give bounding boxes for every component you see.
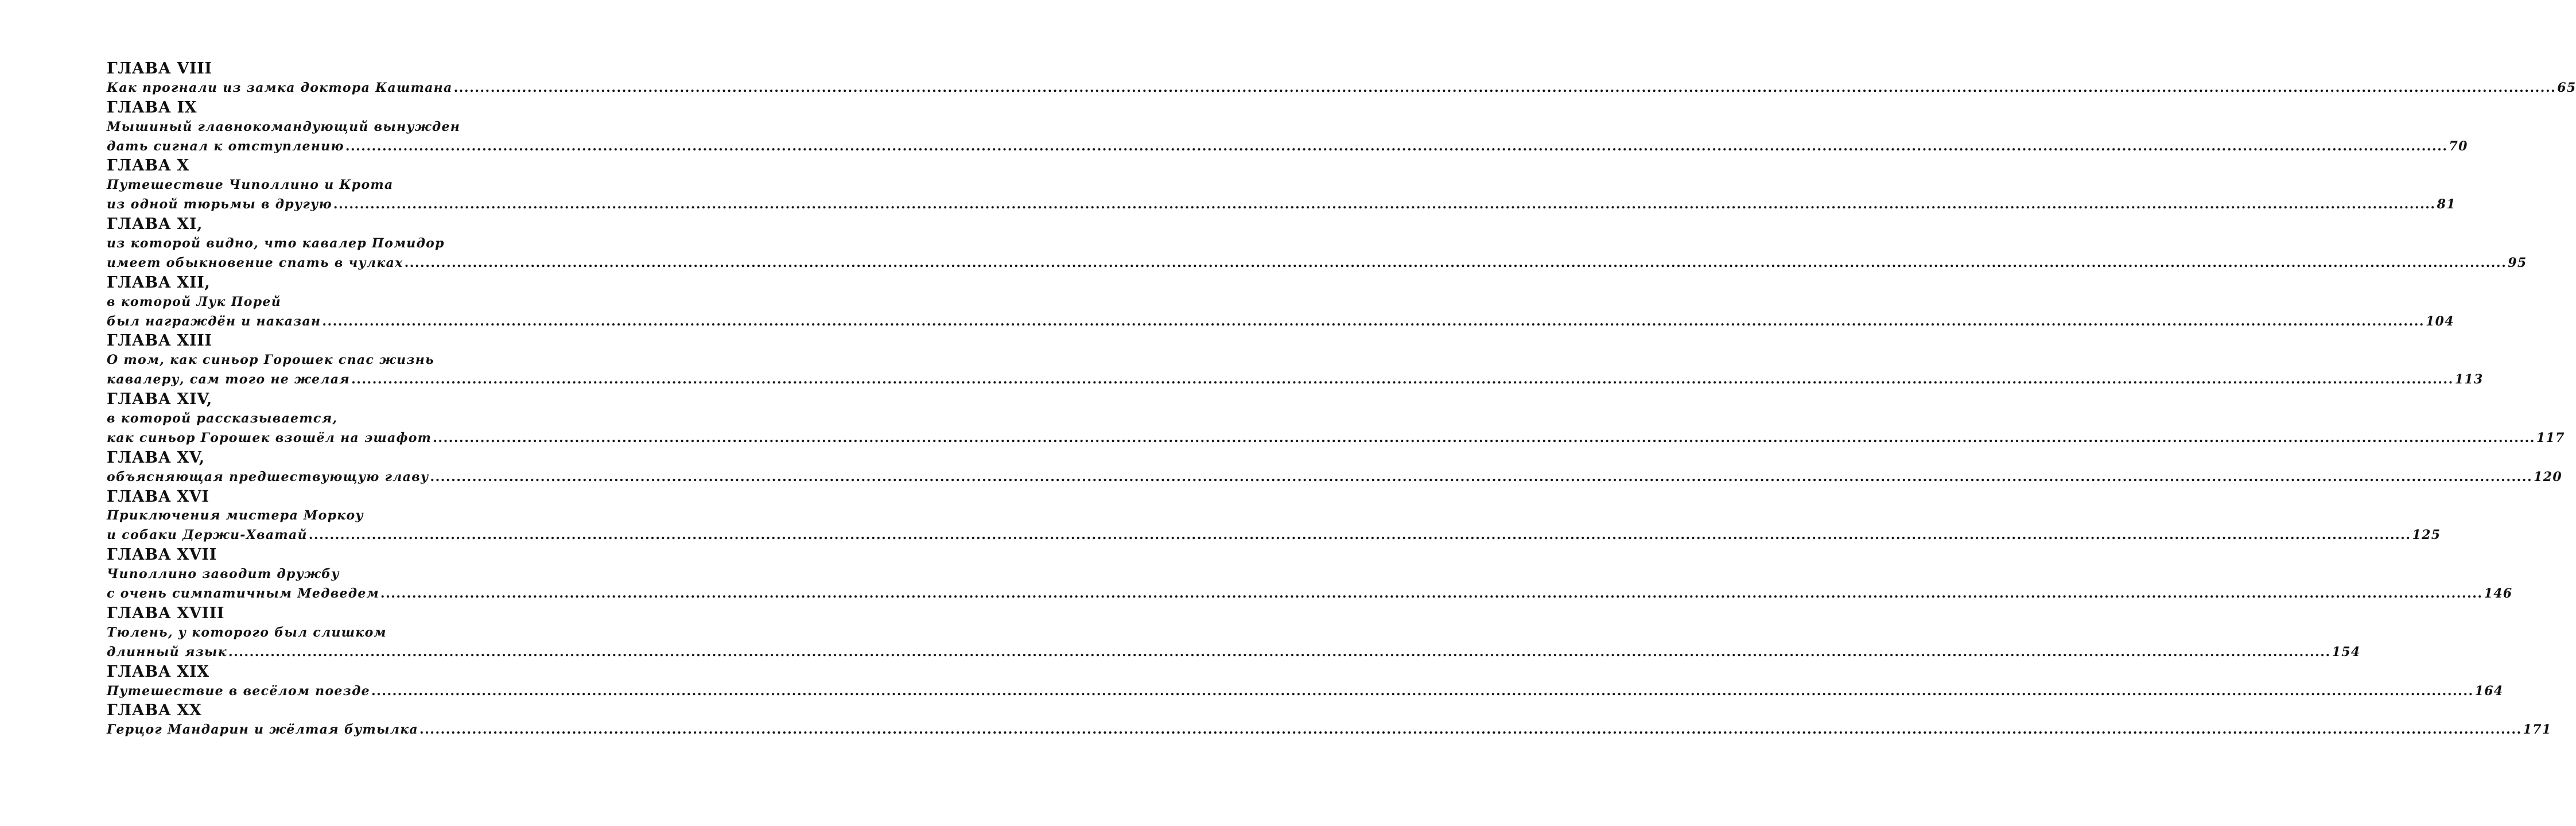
chapter-title-line bbox=[107, 137, 2468, 157]
chapter-title-text: объясняющая предшествующую главу bbox=[107, 469, 429, 484]
chapter-entry bbox=[107, 156, 2456, 215]
chapter-heading: ГЛАВА XVIII bbox=[107, 604, 225, 622]
chapter-heading: ГЛАВА XVI bbox=[107, 487, 209, 506]
chapter-title-line: Путешествие Чиполлино и Крота bbox=[107, 177, 394, 193]
page-number: 70 bbox=[2449, 138, 2468, 154]
chapter-heading: ГЛАВА XIII bbox=[107, 332, 212, 350]
dot-leader: ................................................................................................................................................................................................................................................................................................................................................................................................................ bbox=[380, 586, 2483, 602]
chapter-title-line: О том, как синьор Горошек спас жизнь bbox=[107, 352, 434, 368]
chapter-title-text: был награждён и наказан bbox=[107, 313, 321, 329]
chapter-title-line bbox=[107, 312, 2454, 332]
chapter-entry bbox=[107, 701, 2552, 740]
page-number: 113 bbox=[2454, 372, 2484, 387]
chapter-heading: ГЛАВА XII, bbox=[107, 273, 211, 292]
chapter-entry bbox=[107, 487, 2441, 546]
chapter-heading: ГЛАВА XIV, bbox=[107, 390, 212, 409]
chapter-heading: ГЛАВА XVII bbox=[107, 546, 217, 564]
dot-leader: ................................................................................................................................................................................................................................................................................................................................................................................................................ bbox=[404, 255, 2507, 270]
chapter-title-text: Как прогнали из замка доктора Каштана bbox=[107, 80, 453, 95]
dot-leader: ................................................................................................................................................................................................................................................................................................................................................................................................................ bbox=[433, 430, 2535, 445]
page-number: 65 bbox=[2557, 80, 2576, 95]
page-number: 146 bbox=[2484, 586, 2513, 602]
chapter-title-line: Приключения мистера Моркоу bbox=[107, 508, 364, 523]
page-number: 154 bbox=[2332, 644, 2361, 660]
chapter-title-text: из одной тюрьмы в другую bbox=[107, 197, 332, 212]
chapter-title-line bbox=[107, 195, 2456, 215]
chapter-heading: ГЛАВА XIX bbox=[107, 662, 209, 681]
chapter-entry bbox=[107, 448, 2562, 487]
chapter-title-text: как синьор Горошек взошёл на эшафот bbox=[107, 430, 432, 445]
page-number: 104 bbox=[2426, 313, 2454, 329]
page-number: 164 bbox=[2474, 683, 2504, 699]
page-number: 81 bbox=[2437, 197, 2456, 212]
chapter-heading: ГЛАВА XV, bbox=[107, 448, 205, 467]
page-number: 120 bbox=[2534, 469, 2562, 484]
chapter-heading: ГЛАВА IX bbox=[107, 98, 197, 117]
chapter-entry bbox=[107, 545, 2513, 604]
dot-leader: ................................................................................................................................................................................................................................................................................................................................................................................................................ bbox=[345, 138, 2448, 154]
chapter-heading: ГЛАВА XI, bbox=[107, 215, 203, 234]
chapter-title-line bbox=[107, 370, 2484, 390]
dot-leader: ................................................................................................................................................................................................................................................................................................................................................................................................................ bbox=[351, 372, 2454, 387]
dot-leader: ................................................................................................................................................................................................................................................................................................................................................................................................................ bbox=[228, 644, 2331, 660]
chapter-title-text: Путешествие в весёлом поезде bbox=[107, 683, 370, 699]
chapter-entry bbox=[107, 215, 2527, 273]
chapter-title-text: Герцог Мандарин и жёлтая бутылка bbox=[107, 722, 418, 738]
chapter-title-line: из которой видно, что кавалер Помидор bbox=[107, 236, 445, 251]
chapter-title-text: длинный язык bbox=[107, 644, 227, 660]
dot-leader: ................................................................................................................................................................................................................................................................................................................................................................................................................ bbox=[430, 469, 2533, 484]
chapter-title-line: в которой Лук Порей bbox=[107, 294, 282, 309]
chapter-entry bbox=[107, 331, 2484, 390]
page-number: 125 bbox=[2412, 528, 2441, 543]
chapter-title-line: Мышиный главнокомандующий вынужден bbox=[107, 119, 461, 134]
chapter-title-line: в которой рассказывается, bbox=[107, 411, 338, 426]
chapter-entry bbox=[107, 604, 2361, 662]
chapter-entry bbox=[107, 662, 2504, 701]
chapter-title-text: дать сигнал к отступлению bbox=[107, 138, 344, 154]
chapter-title-text: кавалеру, сам того не желая bbox=[107, 372, 351, 387]
chapter-heading: ГЛАВА VIII bbox=[107, 60, 212, 77]
chapter-title-text: имеет обыкновение спать в чулках bbox=[107, 255, 403, 270]
chapter-entry bbox=[107, 59, 2576, 98]
chapter-title-line bbox=[107, 254, 2527, 273]
chapter-title-line bbox=[107, 526, 2441, 545]
dot-leader: ................................................................................................................................................................................................................................................................................................................................................................................................................ bbox=[419, 722, 2522, 738]
chapter-title-line bbox=[107, 643, 2361, 662]
chapter-heading: ГЛАВА X bbox=[107, 157, 189, 175]
chapter-title-line: Тюлень, у которого был слишком bbox=[107, 625, 387, 640]
chapter-title-line bbox=[107, 720, 2552, 740]
chapter-title-line: Чиполлино заводит дружбу bbox=[107, 567, 340, 582]
chapter-title-line bbox=[107, 79, 2576, 98]
page-number: 171 bbox=[2523, 722, 2552, 738]
chapter-entry bbox=[107, 273, 2454, 332]
chapter-heading: ГЛАВА XX bbox=[107, 701, 202, 720]
chapter-entry bbox=[107, 98, 2468, 157]
page-number: 95 bbox=[2508, 255, 2527, 270]
chapter-title-line bbox=[107, 429, 2565, 448]
dot-leader: ................................................................................................................................................................................................................................................................................................................................................................................................................ bbox=[453, 80, 2556, 95]
chapter-title-text: и собаки Держи-Хватай bbox=[107, 528, 308, 543]
dot-leader: ................................................................................................................................................................................................................................................................................................................................................................................................................ bbox=[322, 313, 2425, 329]
dot-leader: ................................................................................................................................................................................................................................................................................................................................................................................................................ bbox=[371, 683, 2474, 699]
dot-leader: ................................................................................................................................................................................................................................................................................................................................................................................................................ bbox=[333, 197, 2436, 212]
dot-leader: ................................................................................................................................................................................................................................................................................................................................................................................................................ bbox=[308, 528, 2411, 543]
table-of-contents bbox=[107, 59, 2576, 740]
page-number: 117 bbox=[2536, 430, 2565, 445]
chapter-entry bbox=[107, 390, 2565, 448]
chapter-title-line bbox=[107, 468, 2562, 487]
chapter-title-text: с очень симпатичным Медведем bbox=[107, 586, 379, 602]
chapter-title-line bbox=[107, 584, 2513, 604]
chapter-title-line bbox=[107, 682, 2504, 701]
